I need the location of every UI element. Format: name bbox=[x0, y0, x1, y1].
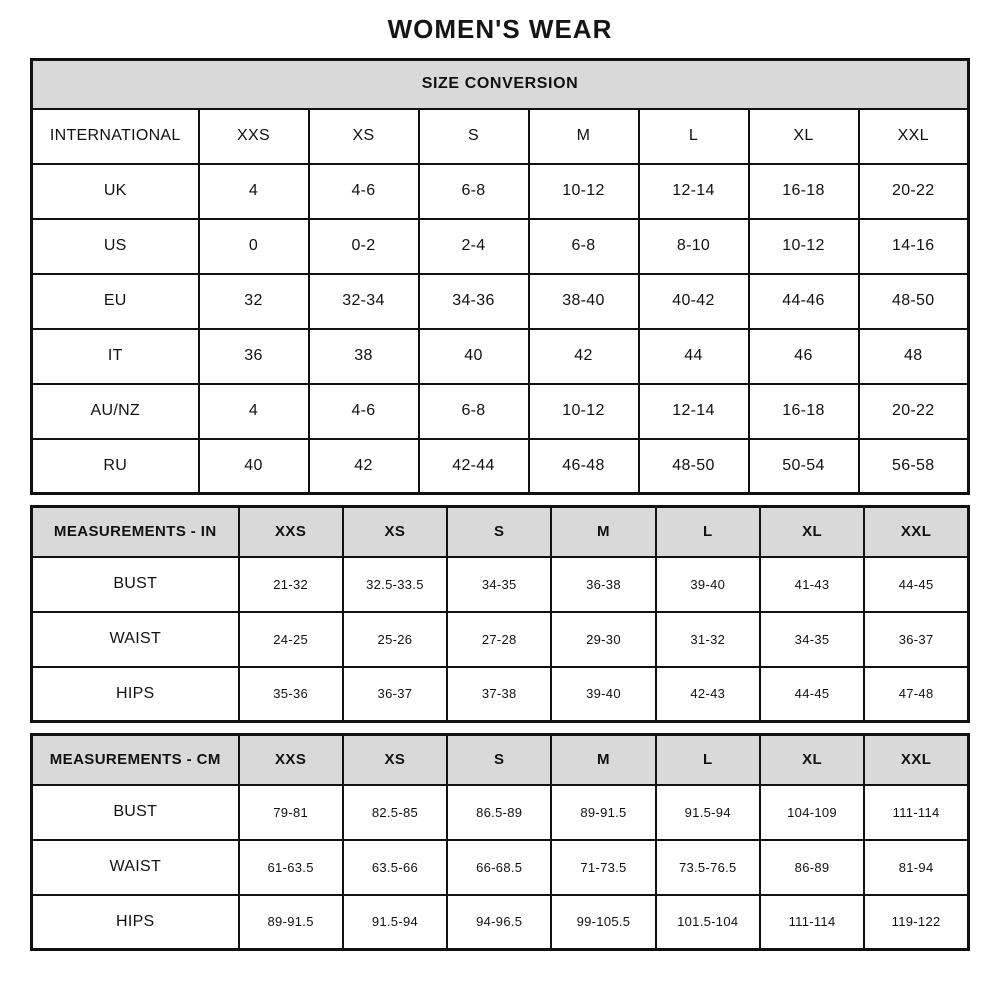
cell-value: 32.5-33.5 bbox=[343, 557, 447, 612]
measurements-cm-table bbox=[30, 733, 970, 951]
row-label-aunz: AU/NZ bbox=[32, 384, 199, 439]
cell-value: 24-25 bbox=[239, 612, 343, 667]
cell-value: 31-32 bbox=[656, 612, 760, 667]
cell-value: 73.5-76.5 bbox=[656, 840, 760, 895]
cell-value: 82.5-85 bbox=[343, 785, 447, 840]
cell-value: 4-6 bbox=[309, 384, 419, 439]
column-header-xxs: XXS bbox=[239, 507, 343, 557]
cell-value: 36-37 bbox=[864, 612, 968, 667]
cell-value: 36-38 bbox=[551, 557, 655, 612]
cell-value: 91.5-94 bbox=[343, 895, 447, 950]
column-header-xl: XL bbox=[760, 507, 864, 557]
table-row-uk bbox=[32, 164, 969, 219]
cell-value: 14-16 bbox=[859, 219, 969, 274]
cell-value: 36 bbox=[199, 329, 309, 384]
cell-value: 39-40 bbox=[656, 557, 760, 612]
column-header-s: S bbox=[447, 507, 551, 557]
table-row-us bbox=[32, 219, 969, 274]
cell-value: 48 bbox=[859, 329, 969, 384]
column-header-s: S bbox=[447, 735, 551, 785]
column-header-s: S bbox=[419, 109, 529, 164]
cell-value: 4 bbox=[199, 384, 309, 439]
cell-value: 0 bbox=[199, 219, 309, 274]
cell-value: 6-8 bbox=[419, 164, 529, 219]
cell-value: 12-14 bbox=[639, 164, 749, 219]
table-row-hips-in bbox=[32, 667, 969, 722]
column-header-xl: XL bbox=[749, 109, 859, 164]
row-label-ru: RU bbox=[32, 439, 199, 494]
cell-value: 119-122 bbox=[864, 895, 968, 950]
cell-value: 50-54 bbox=[749, 439, 859, 494]
cell-value: 38 bbox=[309, 329, 419, 384]
table-row-bust-in bbox=[32, 557, 969, 612]
cell-value: 44-45 bbox=[864, 557, 968, 612]
column-header-m: M bbox=[551, 507, 655, 557]
cell-value: 47-48 bbox=[864, 667, 968, 722]
row-label-hips: HIPS bbox=[32, 667, 239, 722]
table-row-bust-cm bbox=[32, 785, 969, 840]
cell-value: 25-26 bbox=[343, 612, 447, 667]
cell-value: 39-40 bbox=[551, 667, 655, 722]
cell-value: 63.5-66 bbox=[343, 840, 447, 895]
row-label-bust: BUST bbox=[32, 557, 239, 612]
cell-value: 10-12 bbox=[529, 384, 639, 439]
table-row-hips-cm bbox=[32, 895, 969, 950]
cell-value: 48-50 bbox=[639, 439, 749, 494]
cell-value: 16-18 bbox=[749, 164, 859, 219]
cell-value: 79-81 bbox=[239, 785, 343, 840]
measurements-cm-title: MEASUREMENTS - CM bbox=[32, 735, 239, 785]
table-row-it bbox=[32, 329, 969, 384]
table-row-eu bbox=[32, 274, 969, 329]
cell-value: 34-35 bbox=[760, 612, 864, 667]
cell-value: 104-109 bbox=[760, 785, 864, 840]
cell-value: 56-58 bbox=[859, 439, 969, 494]
cell-value: 40 bbox=[199, 439, 309, 494]
column-header-xl: XL bbox=[760, 735, 864, 785]
column-header-xxs: XXS bbox=[199, 109, 309, 164]
cell-value: 4-6 bbox=[309, 164, 419, 219]
measurements-in-header-row bbox=[32, 507, 969, 557]
measurements-in-table bbox=[30, 505, 970, 723]
cell-value: 101.5-104 bbox=[656, 895, 760, 950]
column-header-l: L bbox=[639, 109, 749, 164]
row-label-us: US bbox=[32, 219, 199, 274]
size-conversion-title: SIZE CONVERSION bbox=[32, 60, 969, 109]
column-header-xs: XS bbox=[343, 507, 447, 557]
cell-value: 44-46 bbox=[749, 274, 859, 329]
cell-value: 42-44 bbox=[419, 439, 529, 494]
cell-value: 12-14 bbox=[639, 384, 749, 439]
column-header-m: M bbox=[551, 735, 655, 785]
cell-value: 6-8 bbox=[529, 219, 639, 274]
cell-value: 46 bbox=[749, 329, 859, 384]
cell-value: 2-4 bbox=[419, 219, 529, 274]
cell-value: 20-22 bbox=[859, 164, 969, 219]
measurements-cm-header-row bbox=[32, 735, 969, 785]
cell-value: 91.5-94 bbox=[656, 785, 760, 840]
cell-value: 4 bbox=[199, 164, 309, 219]
column-header-l: L bbox=[656, 735, 760, 785]
column-header-xs: XS bbox=[309, 109, 419, 164]
cell-value: 34-36 bbox=[419, 274, 529, 329]
cell-value: 42-43 bbox=[656, 667, 760, 722]
cell-value: 32-34 bbox=[309, 274, 419, 329]
cell-value: 41-43 bbox=[760, 557, 864, 612]
cell-value: 10-12 bbox=[749, 219, 859, 274]
column-header-international: INTERNATIONAL bbox=[32, 109, 199, 164]
cell-value: 71-73.5 bbox=[551, 840, 655, 895]
size-conversion-table bbox=[30, 58, 970, 495]
column-header-xs: XS bbox=[343, 735, 447, 785]
cell-value: 6-8 bbox=[419, 384, 529, 439]
cell-value: 99-105.5 bbox=[551, 895, 655, 950]
cell-value: 34-35 bbox=[447, 557, 551, 612]
cell-value: 8-10 bbox=[639, 219, 749, 274]
cell-value: 44 bbox=[639, 329, 749, 384]
cell-value: 38-40 bbox=[529, 274, 639, 329]
cell-value: 35-36 bbox=[239, 667, 343, 722]
cell-value: 46-48 bbox=[529, 439, 639, 494]
table-row-ru bbox=[32, 439, 969, 494]
cell-value: 27-28 bbox=[447, 612, 551, 667]
column-header-xxl: XXL bbox=[864, 735, 968, 785]
cell-value: 94-96.5 bbox=[447, 895, 551, 950]
table-row-waist-in bbox=[32, 612, 969, 667]
cell-value: 86.5-89 bbox=[447, 785, 551, 840]
column-header-l: L bbox=[656, 507, 760, 557]
cell-value: 66-68.5 bbox=[447, 840, 551, 895]
cell-value: 20-22 bbox=[859, 384, 969, 439]
table-row-aunz bbox=[32, 384, 969, 439]
page-title: WOMEN'S WEAR bbox=[387, 14, 613, 44]
row-label-it: IT bbox=[32, 329, 199, 384]
column-header-xxl: XXL bbox=[859, 109, 969, 164]
cell-value: 37-38 bbox=[447, 667, 551, 722]
column-header-m: M bbox=[529, 109, 639, 164]
cell-value: 61-63.5 bbox=[239, 840, 343, 895]
row-label-uk: UK bbox=[32, 164, 199, 219]
cell-value: 40-42 bbox=[639, 274, 749, 329]
cell-value: 86-89 bbox=[760, 840, 864, 895]
cell-value: 36-37 bbox=[343, 667, 447, 722]
cell-value: 32 bbox=[199, 274, 309, 329]
cell-value: 42 bbox=[309, 439, 419, 494]
cell-value: 44-45 bbox=[760, 667, 864, 722]
cell-value: 111-114 bbox=[864, 785, 968, 840]
row-label-bust: BUST bbox=[32, 785, 239, 840]
row-label-waist: WAIST bbox=[32, 840, 239, 895]
cell-value: 81-94 bbox=[864, 840, 968, 895]
cell-value: 48-50 bbox=[859, 274, 969, 329]
row-label-waist: WAIST bbox=[32, 612, 239, 667]
cell-value: 29-30 bbox=[551, 612, 655, 667]
cell-value: 89-91.5 bbox=[239, 895, 343, 950]
cell-value: 10-12 bbox=[529, 164, 639, 219]
measurements-in-title: MEASUREMENTS - IN bbox=[32, 507, 239, 557]
cell-value: 40 bbox=[419, 329, 529, 384]
column-header-xxl: XXL bbox=[864, 507, 968, 557]
column-header-xxs: XXS bbox=[239, 735, 343, 785]
cell-value: 16-18 bbox=[749, 384, 859, 439]
size-conversion-header-row bbox=[32, 109, 969, 164]
cell-value: 42 bbox=[529, 329, 639, 384]
cell-value: 111-114 bbox=[760, 895, 864, 950]
table-row-waist-cm bbox=[32, 840, 969, 895]
row-label-eu: EU bbox=[32, 274, 199, 329]
row-label-hips: HIPS bbox=[32, 895, 239, 950]
cell-value: 21-32 bbox=[239, 557, 343, 612]
cell-value: 0-2 bbox=[309, 219, 419, 274]
cell-value: 89-91.5 bbox=[551, 785, 655, 840]
